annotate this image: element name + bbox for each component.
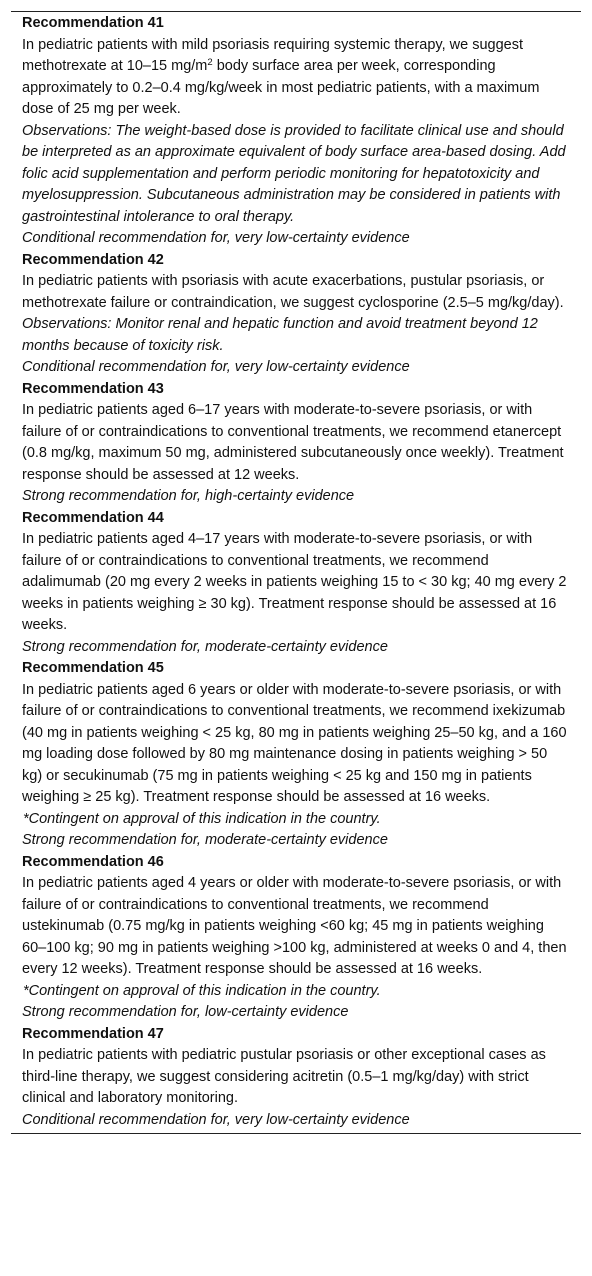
recommendation-title: Recommendation 41 <box>22 15 164 31</box>
recommendation-note: *Contingent on approval of this indication in the country. <box>23 982 381 999</box>
recommendation-note: *Contingent on approval of this indication in the country. <box>23 810 381 827</box>
recommendation-text: In pediatric patients aged 4 years or older with moderate-to-severe psoriasis, or with failure of or contraindications to conventional treatments, we recommend ustekinumab (0.75 mg/kg in patients weighing <60 kg; 45 mg in patients weighing 60–100 kg; 90 mg in patients weighing >100 kg, administered at weeks 0 and 4, then every 12 weeks). Treatment response should be assessed at 16 weeks. <box>22 875 567 977</box>
recommendation-text: In pediatric patients with pediatric pustular psoriasis or other exceptional cases as third-line therapy, we suggest considering acitretin (0.5–1 mg/kg/day) with strict clinical and laboratory monitoring. <box>22 1047 546 1106</box>
recommendation-strength: Strong recommendation for, moderate-certainty evidence <box>22 832 388 848</box>
recommendation-observations: Observations: The weight-based dose is provided to facilitate clinical use and should be interpreted as an approximate equivalent of body surface area-based dosing. Add folic acid supplementation and perform periodic monitoring for hepatotoxicity and myelosuppression. Subcutaneous administration may be considered in patients with gastrointestinal intolerance to oral therapy. <box>22 122 566 225</box>
recommendation-text: In pediatric patients aged 6 years or older with moderate-to-severe psoriasis, or with failure of or contraindications to conventional treatments, we recommend ixekizumab (40 mg in patients weighing < 25 kg, 80 mg in patients weighing 25–50 kg, and a 160 mg loading dose followed by 80 mg maintenance dosing in patients weighing > 50 kg) or secukinumab (75 mg in patients weighing < 25 kg and 150 mg in patients weighing ≥ 25 kg). Treatment response should be assessed at 16 weeks. <box>22 681 567 805</box>
recommendation-44 <box>11 508 581 659</box>
recommendation-strength: Strong recommendation for, high-certainty evidence <box>22 488 355 504</box>
recommendation-strength: Conditional recommendation for, very low-certainty evidence <box>22 359 410 375</box>
recommendation-text-part: body surface area per week, corresponding approximately to 0.2–0.4 mg/kg/week in most pediatric patients, with a maximum dose of 25 mg per week. <box>22 58 540 117</box>
recommendation-title: Recommendation 44 <box>22 509 164 526</box>
superscript: 2 <box>207 57 213 68</box>
recommendation-title: Recommendation 47 <box>22 1025 164 1042</box>
recommendation-43 <box>11 379 581 508</box>
recommendation-41 <box>11 13 581 250</box>
recommendation-observations: Observations: Monitor renal and hepatic function and avoid treatment beyond 12 months because of toxicity risk. <box>22 316 538 354</box>
recommendation-46 <box>11 852 581 1024</box>
recommendation-title: Recommendation 45 <box>22 660 164 676</box>
recommendation-text: In pediatric patients aged 6–17 years with moderate-to-severe psoriasis, or with failure of or contraindications to conventional treatments, we recommend etanercept (0.8 mg/kg, maximum 50 mg, administered subcutaneously once weekly). Treatment response should be assessed at 12 weeks. <box>22 402 564 483</box>
recommendation-strength: Strong recommendation for, low-certainty evidence <box>22 1004 349 1020</box>
recommendation-strength: Conditional recommendation for, very low-certainty evidence <box>22 230 410 246</box>
recommendation-strength: Conditional recommendation for, very low-certainty evidence <box>22 1111 410 1128</box>
recommendation-45 <box>11 658 581 852</box>
recommendation-text: In pediatric patients aged 4–17 years with moderate-to-severe psoriasis, or with failure of or contraindications to conventional treatments, we recommend adalimumab (20 mg every 2 weeks in patients weighing 15 to < 30 kg; 40 mg every 2 weeks in patients weighing ≥ 30 kg). Treatment response should be assessed at 16 weeks. <box>22 531 567 633</box>
recommendation-strength: Strong recommendation for, moderate-certainty evidence <box>22 638 388 655</box>
recommendation-text-part: In pediatric patients with mild psoriasis requiring systemic therapy, we suggest methotrexate at 10–15 mg/m <box>22 36 524 74</box>
recommendation-title: Recommendation 46 <box>22 853 164 870</box>
recommendation-42 <box>11 250 581 379</box>
recommendations-table <box>11 11 581 1134</box>
recommendation-47 <box>11 1024 581 1132</box>
recommendation-title: Recommendation 43 <box>22 380 164 397</box>
recommendation-text: In pediatric patients with psoriasis with acute exacerbations, pustular psoriasis, or methotrexate failure or contraindication, we suggest cyclosporine (2.5–5 mg/kg/day). <box>22 273 564 311</box>
recommendation-text <box>22 35 571 121</box>
recommendation-title: Recommendation 42 <box>22 251 164 268</box>
